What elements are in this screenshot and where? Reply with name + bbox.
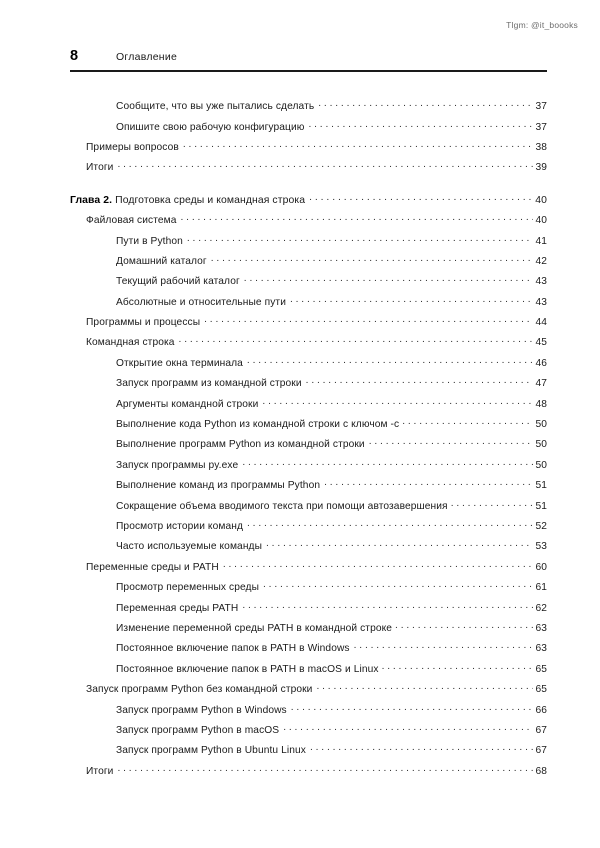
toc-entry-row[interactable] <box>70 233 547 253</box>
toc-entry-page: 37 <box>535 101 547 113</box>
toc-entry-label: Сокращение объема вводимого текста при помощи автозавершения <box>116 500 448 512</box>
toc-entry-label: Постоянное включение папок в PATH в macOS и Linux <box>116 663 379 675</box>
toc-entry-page: 40 <box>535 215 547 227</box>
toc-entry-row[interactable] <box>70 600 547 620</box>
toc-entry-row[interactable] <box>70 274 547 294</box>
toc-entry-page: 43 <box>535 296 547 308</box>
dot-leader <box>291 702 533 712</box>
toc-entry-page: 61 <box>535 582 547 594</box>
toc-entry-row[interactable] <box>70 621 547 641</box>
toc-entry-label: Запуск программ Python в Ubuntu Linux <box>116 745 306 757</box>
toc-entry-page: 63 <box>535 622 547 634</box>
dot-leader <box>308 119 533 129</box>
dot-leader <box>187 233 533 243</box>
running-title: Оглавление <box>116 51 178 63</box>
toc-entry-page: 53 <box>535 541 547 553</box>
toc-entry-page: 50 <box>535 439 547 451</box>
toc-entry-page: 50 <box>535 419 547 431</box>
toc-entry-page: 43 <box>535 276 547 288</box>
dot-leader <box>324 478 533 488</box>
dot-leader <box>369 437 533 447</box>
toc-entry-page: 37 <box>535 121 547 133</box>
toc-entry-row[interactable] <box>70 641 547 661</box>
toc-entry-label: Пути в Python <box>116 235 183 247</box>
toc-entry-page: 41 <box>535 235 547 247</box>
dot-leader <box>306 376 533 386</box>
toc-entry-label: Командная строка <box>86 337 175 349</box>
toc-entry-row[interactable] <box>70 723 547 743</box>
toc-entry-row[interactable] <box>70 682 547 702</box>
dot-leader <box>309 193 533 203</box>
toc-entry-page: 39 <box>535 162 547 174</box>
toc-entry-page: 60 <box>535 561 547 573</box>
toc-entry-label: Запуск программ Python без командной строки <box>86 684 313 696</box>
toc-entry-page: 67 <box>535 745 547 757</box>
toc-entry-label: Запуск программ из командной строки <box>116 378 302 390</box>
toc-entry-page: 66 <box>535 704 547 716</box>
dot-leader <box>310 743 533 753</box>
toc-entry-row[interactable] <box>70 560 547 580</box>
dot-leader <box>247 519 533 529</box>
toc-entry-row[interactable] <box>70 160 547 180</box>
toc-entry-label: Просмотр истории команд <box>116 521 244 532</box>
toc-entry-label: Примеры вопросов <box>86 141 179 153</box>
dot-leader <box>244 274 533 284</box>
toc-entry-page: 46 <box>535 357 547 369</box>
toc-entry-page: 62 <box>535 602 547 614</box>
dot-leader <box>117 160 533 170</box>
toc-entry-row[interactable] <box>70 458 547 478</box>
toc-entry-page: 65 <box>535 663 547 675</box>
toc-entry-row[interactable] <box>70 140 547 160</box>
header-rule <box>70 70 547 72</box>
toc-entry-label: Глава 2. Подготовка среды и командная строка <box>70 194 306 206</box>
toc-entry-label: Постоянное включение папок в PATH в Windows <box>116 643 350 655</box>
toc-entry-label: Открытие окна терминала <box>116 357 243 369</box>
toc-entry-page: 51 <box>535 480 547 492</box>
toc-entry-label: Программы и процессы <box>86 317 201 329</box>
dot-leader <box>223 560 533 570</box>
toc-entry-page: 42 <box>535 255 547 267</box>
toc-entry-page: 68 <box>535 765 547 777</box>
dot-leader <box>263 580 533 590</box>
toc-entry-page: 48 <box>535 398 547 410</box>
toc-entry-row[interactable] <box>70 356 547 376</box>
toc-entry-row[interactable] <box>70 119 547 139</box>
dot-leader <box>354 641 533 651</box>
toc-entry-row[interactable] <box>70 254 547 274</box>
toc-entry-label: Аргументы командной строки <box>116 398 259 410</box>
toc-entry-row[interactable] <box>70 213 547 233</box>
dot-leader <box>402 417 533 427</box>
table-of-contents <box>70 99 547 784</box>
toc-entry-row[interactable] <box>70 764 547 784</box>
toc-entry-row[interactable] <box>70 376 547 396</box>
dot-leader <box>181 213 533 223</box>
dot-leader <box>283 723 533 733</box>
toc-entry-label: Запуск программ Python в Windows <box>116 704 287 716</box>
toc-entry-label: Файловая система <box>86 215 177 227</box>
toc-entry-page: 63 <box>535 643 547 655</box>
dot-leader <box>290 295 533 305</box>
toc-entry-label: Текущий рабочий каталог <box>116 276 240 288</box>
toc-entry-label: Просмотр переменных среды <box>116 582 260 594</box>
toc-entry-row[interactable] <box>70 417 547 437</box>
toc-chapter-number: Глава 2. <box>70 194 113 206</box>
toc-entry-row[interactable] <box>70 315 547 335</box>
running-head <box>70 48 547 64</box>
dot-leader <box>395 621 533 631</box>
toc-entry-page: 51 <box>535 500 547 512</box>
toc-entry-row[interactable] <box>70 539 547 559</box>
toc-entry-row[interactable] <box>70 99 547 119</box>
toc-entry-label: Домашний каталог <box>116 255 207 267</box>
dot-leader <box>183 140 533 150</box>
toc-entry-page: 65 <box>535 684 547 696</box>
toc-entry-row[interactable] <box>70 702 547 722</box>
toc-entry-row[interactable] <box>70 335 547 355</box>
dot-leader <box>247 356 533 366</box>
toc-entry-page: 38 <box>535 141 547 153</box>
toc-entry-page: 44 <box>535 317 547 329</box>
dot-leader <box>117 764 533 774</box>
toc-entry-label: Сообщите, что вы уже пытались сделать <box>116 101 315 113</box>
toc-entry-label: Переменные среды и PATH <box>86 561 219 573</box>
dot-leader <box>318 99 533 109</box>
dot-leader <box>262 396 533 406</box>
toc-entry-row[interactable] <box>70 396 547 416</box>
toc-entry-label: Итоги <box>86 765 114 777</box>
toc-entry-label: Часто используемые команды <box>116 541 263 553</box>
watermark: Tlgm: @it_boooks <box>506 20 578 30</box>
toc-entry-label: Абсолютные и относительные пути <box>116 296 286 308</box>
toc-entry-row[interactable] <box>70 295 547 315</box>
toc-entry-page: 45 <box>535 337 547 349</box>
dot-leader <box>204 315 533 325</box>
toc-entry-row[interactable] <box>70 580 547 600</box>
toc-entry-row[interactable] <box>70 498 547 518</box>
toc-entry-page: 50 <box>535 459 547 471</box>
toc-entry-label: Запуск программы py.exe <box>116 459 239 471</box>
dot-leader <box>451 498 533 508</box>
toc-entry-page: 40 <box>535 194 547 206</box>
toc-entry-label: Итоги <box>86 162 114 174</box>
toc-entry-label: Изменение переменной среды PATH в командной строке <box>116 622 393 634</box>
toc-entry-page: 52 <box>535 521 547 532</box>
dot-leader <box>211 254 533 264</box>
dot-leader <box>242 600 533 610</box>
toc-entry-label: Запуск программ Python в macOS <box>116 724 280 736</box>
toc-entry-label: Выполнение кода Python из командной строки с ключом -c <box>116 419 400 431</box>
dot-leader <box>266 539 533 549</box>
toc-entry-row[interactable] <box>70 662 547 682</box>
toc-entry-row[interactable] <box>70 437 547 457</box>
dot-leader <box>179 335 533 345</box>
toc-entry-row[interactable] <box>70 519 547 539</box>
toc-entry-row[interactable] <box>70 478 547 498</box>
dot-leader <box>382 662 533 672</box>
toc-entry-label: Выполнение программ Python из командной строки <box>116 439 365 451</box>
page-number: 8 <box>70 48 79 64</box>
toc-chapter-row[interactable] <box>70 193 547 213</box>
dot-leader <box>242 458 533 468</box>
toc-entry-page: 47 <box>535 378 547 390</box>
toc-entry-label: Опишите свою рабочую конфигурацию <box>116 121 305 133</box>
dot-leader <box>316 682 533 692</box>
toc-entry-label: Выполнение команд из программы Python <box>116 480 321 492</box>
toc-entry-page: 67 <box>535 724 547 736</box>
toc-entry-row[interactable] <box>70 743 547 763</box>
toc-entry-label: Переменная среды PATH <box>116 602 239 614</box>
